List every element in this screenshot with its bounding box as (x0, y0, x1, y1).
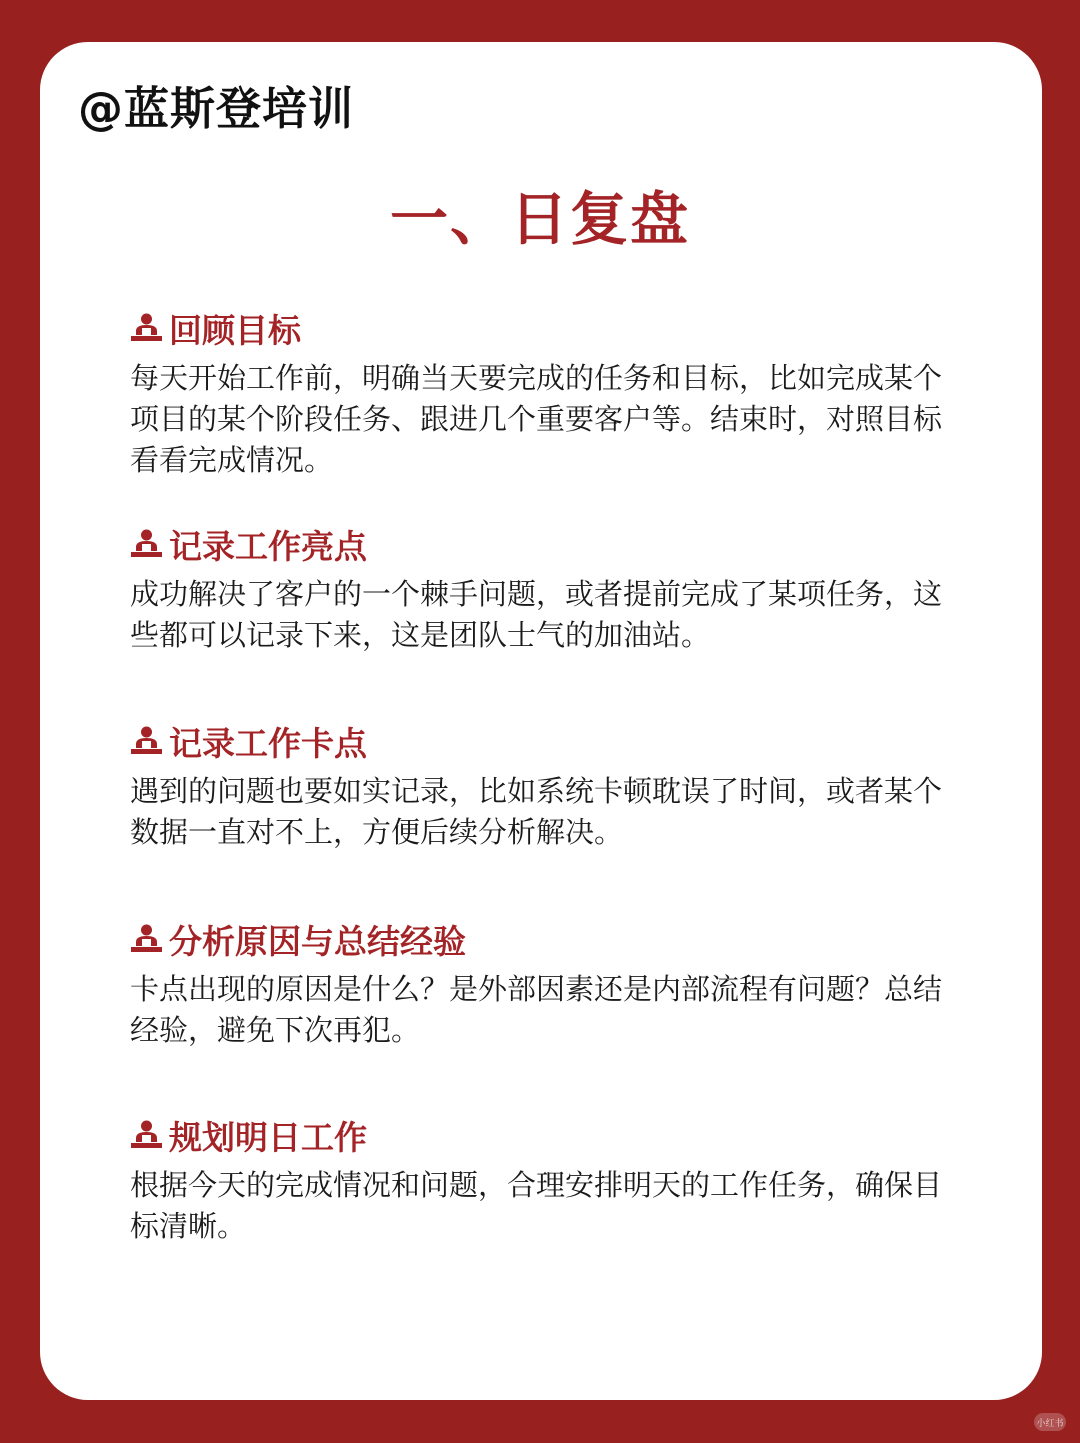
page-title: 一、日复盘 (389, 185, 690, 253)
person-at-desk-icon (130, 1120, 163, 1150)
section-body: 成功解决了客户的一个棘手问题，或者提前完成了某项任务，这些都可以记录下来，这是团队士气的加油站。 (130, 577, 943, 652)
section-body: 每天开始工作前，明确当天要完成的任务和目标，比如完成某个项目的某个阶段任务、跟进几个重要客户等。结束时，对照目标看看完成情况。 (130, 361, 943, 477)
section-heading: 记录工作亮点 (169, 526, 367, 566)
person-at-desk-icon (130, 924, 163, 954)
section-plan-tomorrow (130, 1113, 970, 1247)
person-at-desk-icon (130, 726, 163, 756)
section-blockers (130, 719, 970, 853)
person-at-desk-icon (130, 313, 163, 343)
section-heading: 分析原因与总结经验 (169, 921, 466, 961)
section-review-goals (130, 306, 970, 481)
section-body: 卡点出现的原因是什么？是外部因素还是内部流程有问题？总结经验，避免下次再犯。 (130, 972, 943, 1047)
section-body: 根据今天的完成情况和问题，合理安排明天的工作任务，确保目标清晰。 (130, 1168, 943, 1243)
section-heading: 回顾目标 (169, 310, 301, 350)
watermark-logo: 小红书 (1034, 1413, 1066, 1431)
section-body: 遇到的问题也要如实记录，比如系统卡顿耽误了时间，或者某个数据一直对不上，方便后续分析解决。 (130, 774, 943, 849)
person-at-desk-icon (130, 529, 163, 559)
section-heading: 记录工作卡点 (169, 723, 367, 763)
section-analysis (130, 917, 970, 1051)
section-highlights (130, 522, 970, 656)
brand-handle: @蓝斯登培训 (78, 82, 355, 135)
section-heading: 规划明日工作 (169, 1117, 367, 1157)
